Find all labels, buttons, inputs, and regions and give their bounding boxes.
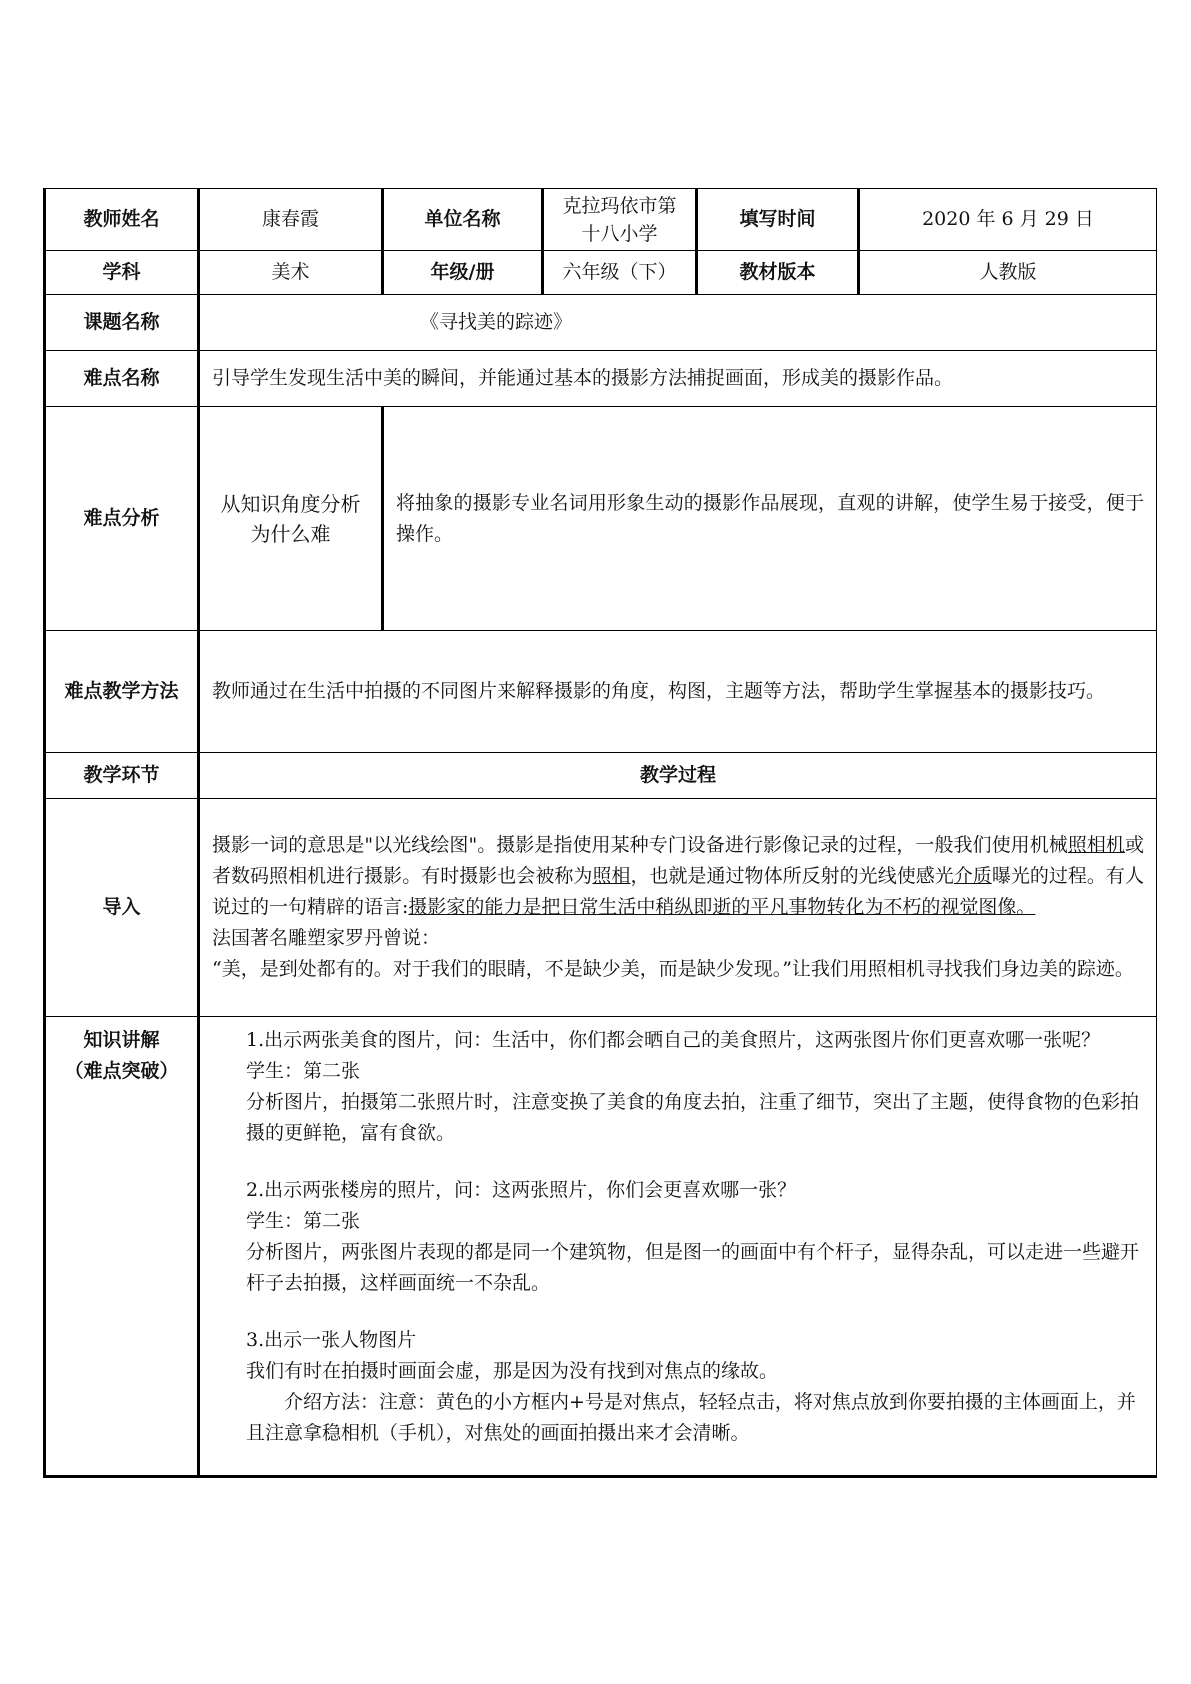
knowledge-label-line-2: （难点突破） — [64, 1060, 179, 1082]
analysis-value: 将抽象的摄影专业名词用形象生动的摄影作品展现，直观的讲解，使学生易于接受，便于操作。 — [383, 407, 1157, 631]
teaching-stage-label: 教学环节 — [45, 753, 199, 799]
knowledge-row — [45, 1017, 1157, 1477]
intro-text-d: 曝光的过程。有人说过的一句精辟的语言: — [212, 865, 1144, 918]
difficulty-label: 难点名称 — [45, 351, 199, 407]
unit-name-label: 单位名称 — [383, 189, 543, 251]
medium-link[interactable]: 介质 — [953, 865, 992, 887]
intro-text-b: 或者数码照相机进行摄影。有时摄影也会被称为 — [212, 834, 1144, 887]
unit-name-value: 克拉玛依市第十八小学 — [543, 189, 697, 251]
fill-date-label: 填写时间 — [697, 189, 859, 251]
intro-paragraph-2: 法国著名雕塑家罗丹曾说： — [212, 927, 441, 949]
teacher-name-value: 康春霞 — [199, 189, 383, 251]
process-header-row — [45, 753, 1157, 799]
intro-text-a: 摄影一词的意思是"以光线绘图"。摄影是指使用某种专门设备进行影像记录的过程，一般我们使用机械 — [212, 834, 1068, 856]
intro-text-c: ，也就是通过物体所反射的光线使感光 — [630, 865, 954, 887]
teacher-name-label: 教师姓名 — [45, 189, 199, 251]
knowledge-content — [199, 1017, 1157, 1477]
grade-label: 年级/册 — [383, 251, 543, 295]
intro-paragraph-3: “美，是到处都有的。对于我们的眼睛，不是缺少美，而是缺少发现。”让我们用照相机寻找我们身边美的踪迹。 — [212, 958, 1134, 980]
intro-row — [45, 799, 1157, 1017]
section-2-answer: 学生：第二张 — [246, 1210, 361, 1232]
edition-label: 教材版本 — [697, 251, 859, 295]
section-1-question: 1.出示两张美食的图片，问：生活中，你们都会晒自己的美食照片，这两张图片你们更喜欢哪一张呢？ — [246, 1029, 1101, 1051]
intro-label: 导入 — [45, 799, 199, 1017]
header-row-1 — [45, 189, 1157, 251]
lesson-plan-table — [43, 188, 1157, 1478]
knowledge-label-line-1: 知识讲解 — [83, 1029, 160, 1051]
analysis-label: 难点分析 — [45, 407, 199, 631]
method-row — [45, 631, 1157, 753]
subject-label: 学科 — [45, 251, 199, 295]
photograph-link[interactable]: 照相 — [592, 865, 631, 887]
section-3-question: 3.出示一张人物图片 — [246, 1329, 417, 1351]
subject-value: 美术 — [199, 251, 383, 295]
section-2-question: 2.出示两张楼房的照片，问：这两张照片，你们会更喜欢哪一张？ — [246, 1179, 797, 1201]
intro-content — [199, 799, 1157, 1017]
teaching-process-label: 教学过程 — [199, 753, 1157, 799]
section-1-answer: 学生：第二张 — [246, 1060, 361, 1082]
analysis-row — [45, 407, 1157, 631]
section-2-analysis: 分析图片，两张图片表现的都是同一个建筑物，但是图一的画面中有个杆子，显得杂乱，可以走进一些避开杆子去拍摄，这样画面统一不杂乱。 — [246, 1241, 1140, 1294]
difficulty-row — [45, 351, 1157, 407]
section-3-paragraph-2: 介绍方法：注意：黄色的小方框内+号是对焦点，轻轻点击，将对焦点放到你要拍摄的主体画面上，并且注意拿稳相机（手机），对焦处的画面拍摄出来才会清晰。 — [246, 1391, 1136, 1444]
fill-date-value: 2020 年 6 月 29 日 — [859, 189, 1157, 251]
section-gap — [246, 1299, 1144, 1325]
camera-link[interactable]: 照相机 — [1067, 834, 1125, 856]
difficulty-value: 引导学生发现生活中美的瞬间，并能通过基本的摄影方法捕捉画面，形成美的摄影作品。 — [199, 351, 1157, 407]
intro-paragraph-1 — [212, 830, 1144, 923]
analysis-sub-label: 从知识角度分析为什么难 — [199, 407, 383, 631]
section-gap — [246, 1149, 1144, 1175]
section-3-paragraph-1: 我们有时在拍摄时画面会虚，那是因为没有找到对焦点的缘故。 — [246, 1360, 779, 1382]
grade-value: 六年级（下） — [543, 251, 697, 295]
method-label: 难点教学方法 — [45, 631, 199, 753]
photography-quote-link[interactable]: 摄影家的能力是把日常生活中稍纵即逝的平凡事物转化为不朽的视觉图像。 — [408, 896, 1036, 918]
header-row-2 — [45, 251, 1157, 295]
section-1-analysis: 分析图片，拍摄第二张照片时，注意变换了美食的角度去拍，注重了细节，突出了主题，使得食物的色彩拍摄的更鲜艳，富有食欲。 — [246, 1091, 1140, 1144]
topic-value: 《寻找美的踪迹》 — [199, 295, 1157, 351]
edition-value: 人教版 — [859, 251, 1157, 295]
knowledge-label — [45, 1017, 199, 1477]
topic-label: 课题名称 — [45, 295, 199, 351]
topic-row — [45, 295, 1157, 351]
method-value: 教师通过在生活中拍摄的不同图片来解释摄影的角度，构图，主题等方法，帮助学生掌握基本的摄影技巧。 — [199, 631, 1157, 753]
